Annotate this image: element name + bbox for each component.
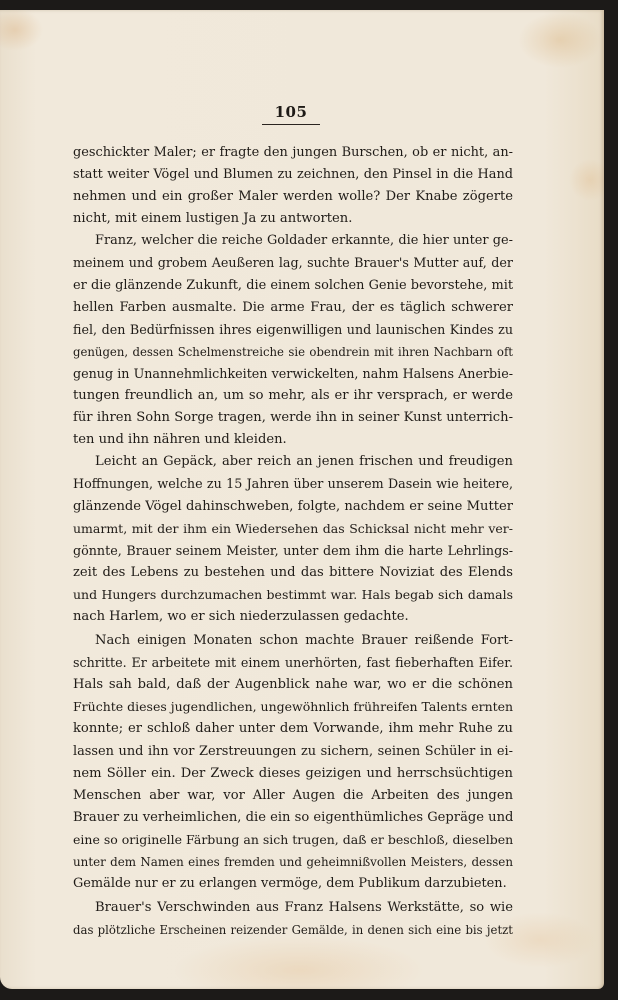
text-line: schritte. Er arbeitete mit einem unerhörten, fast fieberhaften Eifer. bbox=[73, 655, 513, 671]
text-line: lassen und ihn vor Zerstreuungen zu sichern, seinen Schüler in ei- bbox=[73, 743, 513, 759]
text-line: statt weiter Vögel und Blumen zu zeichnen, den Pinsel in die Hand bbox=[73, 167, 513, 183]
text-line: Früchte dieses jugendlichen, ungewöhnlich frühreifen Talents ernten bbox=[73, 699, 513, 715]
text-line: Menschen aber war, vor Aller Augen die Arbeiten des jungen bbox=[73, 787, 513, 803]
text-line: tungen freundlich an, um so mehr, als er ihr versprach, er werde bbox=[73, 388, 513, 404]
text-line: Hals sah bald, daß der Augenblick nahe war, wo er die schönen bbox=[73, 677, 513, 693]
text-line: ten und ihn nähren und kleiden. bbox=[73, 432, 287, 448]
text-line: zeit des Lebens zu bestehen und das bittere Noviziat des Elends bbox=[73, 564, 513, 580]
text-line: das plötzliche Erscheinen reizender Gemälde, in denen sich eine bis jetzt bbox=[73, 923, 513, 938]
text-line: genug in Unannehmlichkeiten verwickelten, nahm Halsens Anerbie- bbox=[73, 365, 513, 381]
text-line: Gemälde nur er zu erlangen vermöge, dem Publikum darzubieten. bbox=[73, 876, 507, 892]
text-line: Nach einigen Monaten schon machte Brauer reißende Fort- bbox=[95, 633, 513, 649]
text-line: genügen, dessen Schelmenstreiche sie obendrein mit ihren Nachbarn oft bbox=[73, 344, 513, 359]
text-line: Brauer's Verschwinden aus Franz Halsens Werkstätte, so wie bbox=[95, 900, 513, 916]
text-line: eine so originelle Färbung an sich trugen, daß er beschloß, dieselben bbox=[73, 831, 513, 847]
text-line: nicht, mit einem lustigen Ja zu antworten. bbox=[73, 211, 353, 227]
text-line: nach Harlem, wo er sich niederzulassen gedachte. bbox=[73, 608, 409, 624]
text-line: Franz, welcher die reiche Goldader erkannte, die hier unter ge- bbox=[95, 233, 513, 249]
paragraph bbox=[73, 142, 513, 230]
text-line: Brauer zu verheimlichen, die ein so eigenthümliches Gepräge und bbox=[73, 809, 513, 825]
text-line: umarmt, mit der ihm ein Wiedersehen das Schicksal nicht mehr ver- bbox=[73, 520, 513, 536]
text-line: unter dem Namen eines fremden und geheimnißvollen Meisters, dessen bbox=[73, 855, 513, 869]
paragraph bbox=[73, 897, 513, 941]
text-line: konnte; er schloß daher unter dem Vorwande, ihm mehr Ruhe zu bbox=[73, 721, 513, 737]
text-line: für ihren Sohn Sorge tragen, werde ihn in seiner Kunst unterrich- bbox=[73, 410, 513, 426]
text-line: geschickter Maler; er fragte den jungen Burschen, ob er nicht, an- bbox=[73, 145, 513, 160]
page-header bbox=[262, 102, 320, 125]
book-page bbox=[0, 10, 604, 989]
text-line: fiel, den Bedürfnissen ihres eigenwilligen und launischen Kindes zu bbox=[73, 321, 513, 337]
paragraph bbox=[73, 451, 513, 628]
text-line: Leicht an Gepäck, aber reich an jenen frischen und freudigen bbox=[95, 454, 513, 470]
text-line: glänzende Vögel dahinschweben, folgte, nachdem er seine Mutter bbox=[73, 498, 513, 514]
text-line: er die glänzende Zukunft, die einem solchen Genie bevorstehe, mit bbox=[73, 277, 513, 293]
text-line: nehmen und ein großer Maler werden wolle? Der Knabe zögerte bbox=[73, 189, 513, 205]
page-number: 105 bbox=[274, 103, 308, 121]
text-line: nem Söller ein. Der Zweck dieses geizigen und herrschsüchtigen bbox=[73, 765, 513, 781]
paragraph bbox=[73, 230, 513, 451]
text-line: gönnte, Brauer seinem Meister, unter dem ihm die harte Lehrlings- bbox=[73, 542, 513, 558]
paragraph bbox=[73, 630, 513, 895]
text-line: hellen Farben ausmalte. Die arme Frau, der es täglich schwerer bbox=[73, 299, 513, 315]
text-line: Hoffnungen, welche zu 15 Jahren über unserem Dasein wie heitere, bbox=[73, 476, 513, 492]
body-text bbox=[73, 142, 513, 941]
text-line: meinem und grobem Aeußeren lag, suchte Brauer's Mutter auf, der bbox=[73, 255, 513, 271]
page-number-rule bbox=[262, 124, 320, 125]
text-line: und Hungers durchzumachen bestimmt war. Hals begab sich damals bbox=[73, 586, 513, 602]
